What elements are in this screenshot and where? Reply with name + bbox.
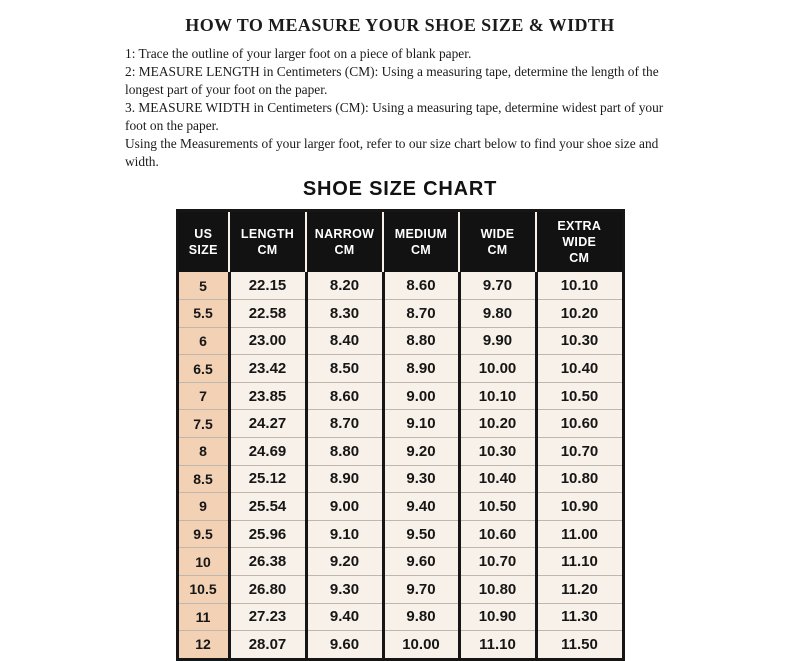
table-row: [177, 300, 623, 328]
measurement-cell: 8.30: [306, 300, 383, 328]
measurement-cell: 9.20: [306, 548, 383, 576]
measurement-cell: 8.80: [383, 327, 459, 355]
table-row: [177, 272, 623, 299]
measurement-cell: 27.23: [229, 603, 306, 631]
measurement-cell: 10.00: [459, 355, 536, 383]
page-title: HOW TO MEASURE YOUR SHOE SIZE & WIDTH: [185, 15, 615, 35]
table-row: [177, 465, 623, 493]
measurement-cell: 10.50: [536, 382, 623, 410]
column-header-wide-cm: WIDE CM: [459, 210, 536, 272]
measurement-cell: 9.10: [306, 520, 383, 548]
measurement-cell: 9.90: [459, 327, 536, 355]
measurement-cell: 24.27: [229, 410, 306, 438]
table-row: [177, 631, 623, 660]
measurement-cell: 23.00: [229, 327, 306, 355]
us-size-cell: 7: [177, 382, 229, 410]
measurement-cell: 10.30: [536, 327, 623, 355]
us-size-cell: 10: [177, 548, 229, 576]
us-size-cell: 8.5: [177, 465, 229, 493]
us-size-cell: 6.5: [177, 355, 229, 383]
measurement-cell: 10.70: [459, 548, 536, 576]
us-size-cell: 5.5: [177, 300, 229, 328]
measurement-cell: 8.50: [306, 355, 383, 383]
table-row: [177, 382, 623, 410]
measurement-cell: 8.80: [306, 437, 383, 465]
us-size-cell: 6: [177, 327, 229, 355]
measurement-cell: 23.42: [229, 355, 306, 383]
column-header-extra-wide-cm: EXTRA WIDE CM: [536, 210, 623, 272]
measurement-cell: 10.80: [459, 575, 536, 603]
table-row: [177, 520, 623, 548]
measurement-cell: 23.85: [229, 382, 306, 410]
measurement-cell: 9.00: [306, 493, 383, 521]
table-row: [177, 327, 623, 355]
us-size-cell: 10.5: [177, 575, 229, 603]
us-size-cell: 12: [177, 631, 229, 660]
us-size-cell: 11: [177, 603, 229, 631]
instruction-note: Using the Measurements of your larger foot, refer to our size chart below to find your shoe size and width.: [125, 135, 659, 169]
measurement-cell: 25.54: [229, 493, 306, 521]
measurement-cell: 9.50: [383, 520, 459, 548]
table-row: [177, 410, 623, 438]
table-row: [177, 355, 623, 383]
measurement-cell: 22.15: [229, 272, 306, 299]
measurement-cell: 10.80: [536, 465, 623, 493]
measurement-cell: 11.20: [536, 575, 623, 603]
table-row: [177, 548, 623, 576]
measurement-cell: 9.20: [383, 437, 459, 465]
table-row: [177, 603, 623, 631]
measurement-cell: 9.70: [459, 272, 536, 299]
measurement-cell: 9.30: [306, 575, 383, 603]
measurement-cell: 9.60: [306, 631, 383, 660]
measurement-cell: 11.50: [536, 631, 623, 660]
instruction-step-3: 3. MEASURE WIDTH in Centimeters (CM): Using a measuring tape, determine widest part of your foot on the paper.: [125, 99, 664, 133]
table-row: [177, 493, 623, 521]
measurement-cell: 10.00: [383, 631, 459, 660]
measurement-cell: 8.40: [306, 327, 383, 355]
measurement-cell: 11.10: [459, 631, 536, 660]
measurement-cell: 8.70: [306, 410, 383, 438]
measurement-cell: 10.50: [459, 493, 536, 521]
measurement-cell: 11.10: [536, 548, 623, 576]
measurement-cell: 24.69: [229, 437, 306, 465]
measurement-cell: 10.10: [536, 272, 623, 299]
measurement-cell: 11.30: [536, 603, 623, 631]
size-chart-table: [176, 209, 625, 661]
measurement-cell: 8.60: [383, 272, 459, 299]
us-size-cell: 8: [177, 437, 229, 465]
table-row: [177, 437, 623, 465]
measurement-cell: 9.10: [383, 410, 459, 438]
measurement-cell: 10.30: [459, 437, 536, 465]
instruction-step-1: 1: Trace the outline of your larger foot on a piece of blank paper.: [125, 46, 472, 61]
measurement-cell: 10.20: [536, 300, 623, 328]
measurement-cell: 22.58: [229, 300, 306, 328]
measurement-cell: 9.80: [383, 603, 459, 631]
measurement-cell: 8.60: [306, 382, 383, 410]
table-header: [177, 210, 623, 272]
measurement-cell: 10.60: [459, 520, 536, 548]
measurement-cell: 9.70: [383, 575, 459, 603]
column-header-us-size: US SIZE: [177, 210, 229, 272]
instructions-block: [125, 45, 681, 171]
measurement-cell: 10.40: [459, 465, 536, 493]
column-header-medium-cm: MEDIUM CM: [383, 210, 459, 272]
chart-heading: SHOE SIZE CHART: [302, 177, 498, 200]
measurement-cell: 25.12: [229, 465, 306, 493]
table-header-row: [177, 210, 623, 272]
measurement-cell: 11.00: [536, 520, 623, 548]
measurement-cell: 28.07: [229, 631, 306, 660]
measurement-cell: 10.10: [459, 382, 536, 410]
measurement-cell: 8.90: [383, 355, 459, 383]
measurement-cell: 25.96: [229, 520, 306, 548]
measurement-cell: 9.80: [459, 300, 536, 328]
measurement-cell: 8.20: [306, 272, 383, 299]
column-header-narrow-cm: NARROW CM: [306, 210, 383, 272]
table-row: [177, 575, 623, 603]
measurement-cell: 9.40: [306, 603, 383, 631]
us-size-cell: 7.5: [177, 410, 229, 438]
measurement-cell: 10.70: [536, 437, 623, 465]
us-size-cell: 9.5: [177, 520, 229, 548]
us-size-cell: 5: [177, 272, 229, 299]
us-size-cell: 9: [177, 493, 229, 521]
measurement-cell: 10.90: [536, 493, 623, 521]
measurement-cell: 10.90: [459, 603, 536, 631]
measurement-cell: 9.30: [383, 465, 459, 493]
column-header-length-cm: LENGTH CM: [229, 210, 306, 272]
measurement-cell: 10.40: [536, 355, 623, 383]
measurement-cell: 9.40: [383, 493, 459, 521]
measurement-cell: 10.60: [536, 410, 623, 438]
measurement-cell: 8.70: [383, 300, 459, 328]
measurement-cell: 9.60: [383, 548, 459, 576]
size-table-body: [177, 272, 623, 659]
measurement-cell: 26.80: [229, 575, 306, 603]
instruction-step-2: 2: MEASURE LENGTH in Centimeters (CM): Using a measuring tape, determine the length of the longest part of your foot on the paper.: [125, 63, 659, 97]
measurement-cell: 8.90: [306, 465, 383, 493]
measurement-cell: 26.38: [229, 548, 306, 576]
measurement-cell: 9.00: [383, 382, 459, 410]
measurement-cell: 10.20: [459, 410, 536, 438]
